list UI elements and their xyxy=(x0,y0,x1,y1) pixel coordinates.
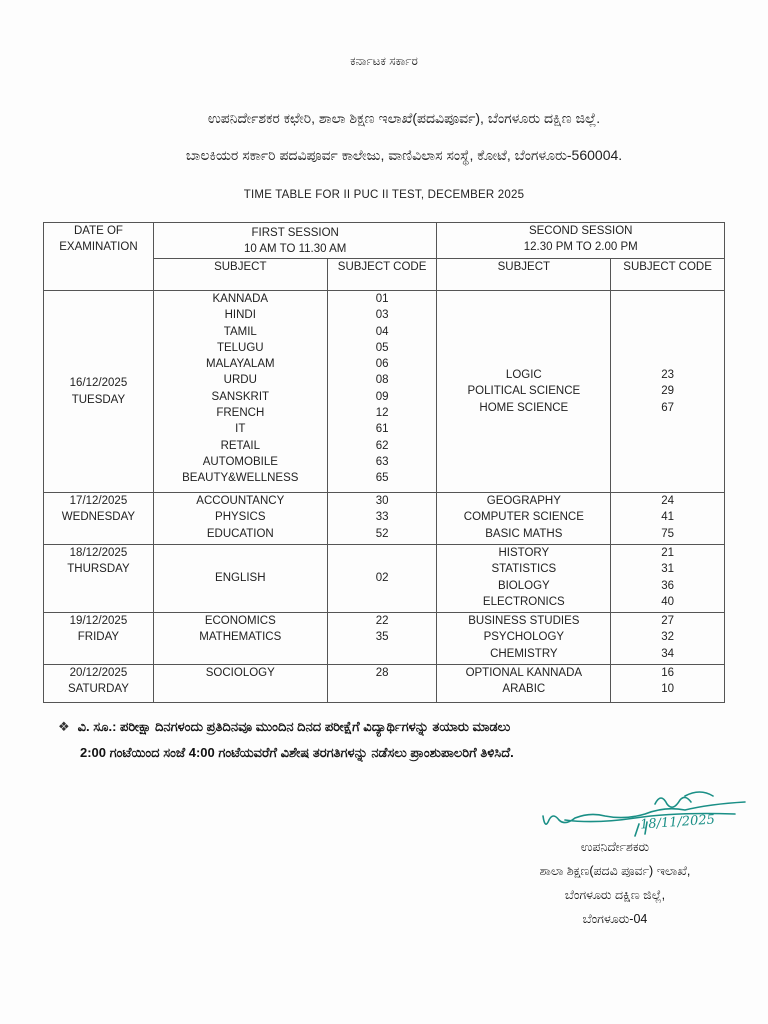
first-session-header: FIRST SESSION 10 AM TO 11.30 AM xyxy=(153,223,437,259)
signatory-block xyxy=(480,835,750,931)
second-codes-cell: 16 10 xyxy=(611,665,725,703)
table-row xyxy=(44,665,725,703)
first-codes-cell: 01 03 04 05 06 08 09 12 61 62 63 65 xyxy=(327,291,437,493)
exam-date-cell: 19/12/2025 FRIDAY xyxy=(44,613,154,665)
signatory-district: ಬೆಂಗಳೂರು ದಕ್ಷಿಣ ಜಿಲ್ಲೆ, xyxy=(564,888,666,902)
first-subject-header: SUBJECT xyxy=(153,259,327,291)
exam-date-cell: 17/12/2025 WEDNESDAY xyxy=(44,493,154,545)
exam-date-cell: 18/12/2025 THURSDAY xyxy=(44,545,154,613)
first-codes-cell: 30 33 52 xyxy=(327,493,437,545)
second-session-header: SECOND SESSION 12.30 PM TO 2.00 PM xyxy=(437,223,725,259)
office-header: ಉಪನಿರ್ದೇಶಕರ ಕಛೇರಿ, ಶಾಲಾ ಶಿಕ್ಷಣ ಇಲಾಖೆ(ಪದವಿಪೂರ್ವ), ಬೆಂಗಳೂರು ದಕ್ಷಿಣ ಜಿಲ್ಲೆ. xyxy=(207,110,601,126)
date-header: DATE OF EXAMINATION xyxy=(44,223,154,291)
first-subjects-cell: KANNADA HINDI TAMIL TELUGU MALAYALAM URDU SANSKRIT FRENCH IT RETAIL AUTOMOBILE BEAUTY&WELLNESS xyxy=(153,291,327,493)
signature-date: 18/11/2025 xyxy=(639,812,716,833)
second-code-header: SUBJECT CODE xyxy=(611,259,725,291)
first-subjects-cell: ECONOMICS MATHEMATICS xyxy=(153,613,327,665)
first-codes-cell: 22 35 xyxy=(327,613,437,665)
second-subjects-cell: LOGIC POLITICAL SCIENCE HOME SCIENCE xyxy=(437,291,611,493)
first-subjects-cell: ENGLISH xyxy=(153,545,327,613)
note-line-1: ವಿ. ಸೂ.: ಪರೀಕ್ಷಾ ದಿನಗಳಂದು ಪ್ರತಿದಿನವೂ ಮುಂದಿನ ದಿನದ ಪರೀಕ್ಷೆಗೆ ವಿದ್ಯಾರ್ಥಿಗಳನ್ನು ತಯಾರು ಮಾಡಲು xyxy=(77,719,511,734)
second-subjects-cell: BUSINESS STUDIES PSYCHOLOGY CHEMISTRY xyxy=(437,613,611,665)
signatory-city: ಬೆಂಗಳೂರು-04 xyxy=(582,912,648,926)
table-row xyxy=(44,545,725,613)
second-codes-cell: 23 29 67 xyxy=(611,291,725,493)
second-subjects-cell: GEOGRAPHY COMPUTER SCIENCE BASIC MATHS xyxy=(437,493,611,545)
table-row xyxy=(44,493,725,545)
first-codes-cell: 28 xyxy=(327,665,437,703)
first-code-header: SUBJECT CODE xyxy=(327,259,437,291)
diamond-bullet-icon: ❖ xyxy=(58,719,70,734)
first-subjects-cell: ACCOUNTANCY PHYSICS EDUCATION xyxy=(153,493,327,545)
timetable xyxy=(43,222,725,703)
table-row xyxy=(44,613,725,665)
note-line-2: 2:00 ಗಂಟೆಯಿಂದ ಸಂಜೆ 4:00 ಗಂಟೆಯವರೆಗೆ ವಿಶೇಷ ತರಗತಿಗಳನ್ನು ನಡೆಸಲು ಪ್ರಾಂಶುಪಾಲರಿಗೆ ತಿಳಿಸಿದೆ. xyxy=(80,745,514,760)
second-codes-cell: 24 41 75 xyxy=(611,493,725,545)
timetable-title: TIME TABLE FOR II PUC II TEST, DECEMBER 2025 xyxy=(243,189,525,201)
second-subjects-cell: OPTIONAL KANNADA ARABIC xyxy=(437,665,611,703)
govt-header: ಕರ್ನಾಟಕ ಸರ್ಕಾರ xyxy=(350,54,418,68)
signatory-dept: ಶಾಲಾ ಶಿಕ್ಷಣ(ಪದವಿ ಪೂರ್ವ) ಇಲಾಖೆ, xyxy=(539,864,691,878)
second-subject-header: SUBJECT xyxy=(437,259,611,291)
exam-date-cell: 16/12/2025 TUESDAY xyxy=(44,291,154,493)
special-note xyxy=(58,714,718,766)
first-codes-cell: 02 xyxy=(327,545,437,613)
second-codes-cell: 27 32 34 xyxy=(611,613,725,665)
second-subjects-cell: HISTORY STATISTICS BIOLOGY ELECTRONICS xyxy=(437,545,611,613)
first-subjects-cell: SOCIOLOGY xyxy=(153,665,327,703)
exam-date-cell: 20/12/2025 SATURDAY xyxy=(44,665,154,703)
second-codes-cell: 21 31 36 40 xyxy=(611,545,725,613)
signatory-title: ಉಪನಿರ್ದೇಶಕರು xyxy=(580,840,650,854)
table-row xyxy=(44,291,725,493)
college-header: ಬಾಲಕಿಯರ ಸರ್ಕಾರಿ ಪದವಿಪೂರ್ವ ಕಾಲೇಜು, ವಾಣಿವಿಲಾಸ ಸಂಸ್ಥೆ, ಕೋಟೆ, ಬೆಂಗಳೂರು-560004. xyxy=(185,147,623,163)
